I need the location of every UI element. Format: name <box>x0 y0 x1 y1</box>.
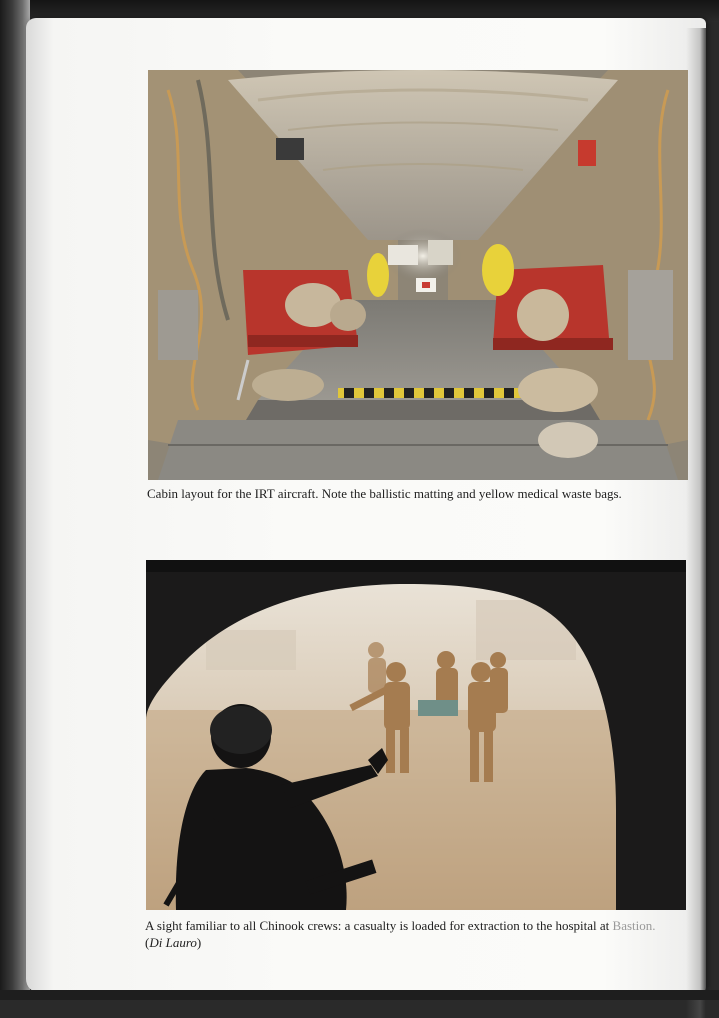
credit-open: ( <box>145 935 150 950</box>
photo-credit: Di Lauro <box>149 935 197 950</box>
cabin-photo <box>148 70 688 480</box>
credit-close: ) <box>196 935 202 950</box>
caption-faded-text: Bastion. <box>612 918 656 933</box>
cabin-photo-caption: Cabin layout for the IRT aircraft. Note the ballistic matting and yellow medical waste bags. <box>147 486 622 501</box>
book-edge-bottom <box>0 990 719 1000</box>
casualty-photo-caption <box>145 917 690 951</box>
caption-main-text: A sight familiar to all Chinook crews: a casualty is loaded for extraction to the hospital at <box>145 918 610 933</box>
casualty-photo <box>146 560 686 910</box>
page-curl-shadow <box>686 28 706 1018</box>
